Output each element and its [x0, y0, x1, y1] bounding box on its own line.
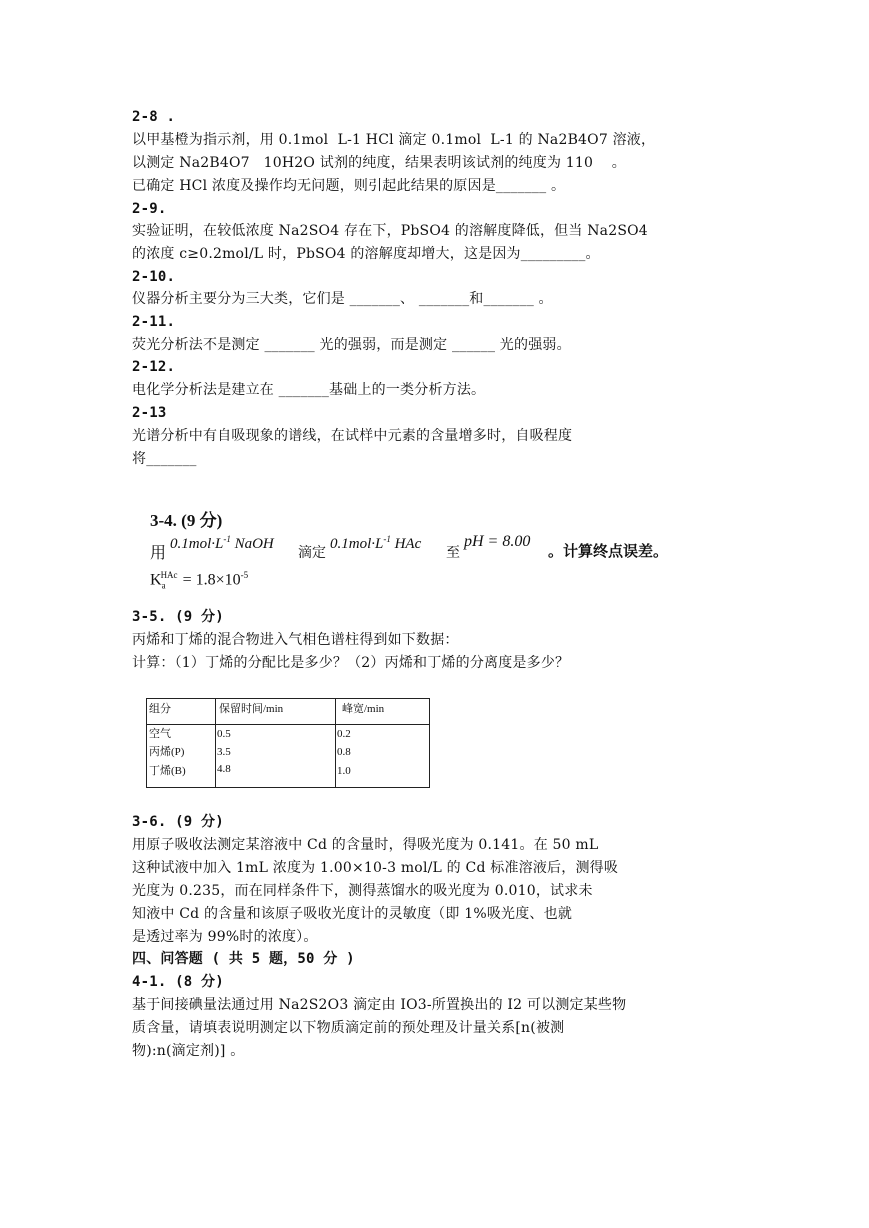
question-2-8-text-2: 以测定 Na2B4O7 10H2O 试剂的纯度，结果表明该试剂的纯度为 110 。 — [132, 155, 626, 171]
table-header: 峰宽/min — [342, 703, 385, 715]
table-cell: 空气 — [149, 728, 171, 740]
table-cell: 丙烯(P) — [149, 746, 185, 758]
question-3-4-heading: 3-4. (9 分) — [150, 511, 223, 530]
question-2-11-heading: 2-11. — [132, 314, 176, 330]
table-cell: 3.5 — [217, 746, 231, 758]
question-3-5-heading: 3-5. (9 分) — [132, 609, 224, 625]
question-4-1-heading: 4-1. (8 分) — [132, 974, 224, 990]
question-2-10-heading: 2-10. — [132, 269, 176, 285]
table-cell: 4.8 — [217, 763, 231, 775]
table-cell: 0.8 — [337, 746, 351, 758]
question-3-6-text-3: 光度为 0.235，而在同样条件下，测得蒸馏水的吸光度为 0.010，试求未 — [132, 883, 593, 899]
question-3-4-ka: $K_a^{HAc} = 1.8\times 10^{-5}$ — [150, 570, 249, 591]
table-cell: 丁烯(B) — [149, 765, 186, 777]
question-2-9-text-2: 的浓度 c≥0.2mol/L 时，PbSO4 的溶解度却增大，这是因为_________。 — [132, 246, 600, 262]
chromatography-data-table — [146, 698, 430, 788]
question-3-4-tail: 。计算终点误差。 — [548, 544, 669, 560]
question-3-6-text-5: 是透过率为 99%时的浓度）。 — [132, 929, 318, 945]
question-3-4-conc-1: $0.1mol\cdot L^{-1}$ NaOH — [170, 534, 274, 552]
table-cell: 1.0 — [337, 765, 351, 777]
question-3-5-text-1: 丙烯和丁烯的混合物进入气相色谱柱得到如下数据： — [132, 632, 459, 648]
question-2-13-text-1: 光谱分析中有自吸现象的谱线，在试样中元素的含量增多时，自吸程度 — [132, 428, 573, 444]
table-divider — [215, 699, 216, 787]
table-header: 组分 — [149, 703, 171, 715]
question-2-12-heading: 2-12. — [132, 359, 176, 375]
question-4-1-text-2: 质含量，请填表说明测定以下物质滴定前的预处理及计量关系[n(被测 — [132, 1020, 565, 1036]
question-3-6-text-2: 这种试液中加入 1mL 浓度为 1.00×10-3 mol/L 的 Cd 标准溶液后，测得吸 — [132, 860, 619, 876]
question-2-10-text: 仪器分析主要分为三大类，它们是 _______、 _______和_______ 。 — [132, 291, 553, 307]
question-2-8-heading: 2-8 . — [132, 109, 176, 125]
question-3-4-yong: 用 — [150, 545, 167, 562]
question-4-1-text-3: 物):n(滴定剂)] 。 — [132, 1043, 245, 1059]
table-divider — [335, 699, 336, 787]
question-2-9-heading: 2-9. — [132, 201, 167, 217]
question-3-4-image — [148, 500, 678, 600]
question-3-4-didng: 滴定 — [298, 546, 326, 561]
question-3-4-zhi: 至 — [446, 546, 460, 561]
question-4-1-text-1: 基于间接碘量法通过用 Na2S2O3 滴定由 IO3-所置换出的 I2 可以测定某些物 — [132, 997, 627, 1013]
question-3-6-text-1: 用原子吸收法测定某溶液中 Cd 的含量时，得吸光度为 0.141。在 50 mL — [132, 837, 599, 853]
question-3-4-ph: pH = 8.00 — [464, 533, 531, 550]
table-cell: 0.2 — [337, 728, 351, 740]
section-4-heading: 四、问答题 ( 共 5 题，50 分 ) — [132, 951, 355, 967]
question-2-13-heading: 2-13 — [132, 405, 167, 421]
question-3-6-text-4: 知液中 Cd 的含量和该原子吸收光度计的灵敏度（即 1%吸光度、也就 — [132, 906, 573, 922]
question-2-9-text-1: 实验证明，在较低浓度 Na2SO4 存在下，PbSO4 的溶解度降低，但当 Na2SO4 — [132, 223, 648, 239]
question-2-11-text: 荧光分析法不是测定 _______ 光的强弱，而是测定 ______ 光的强弱。 — [132, 337, 571, 353]
table-header: 保留时间/min — [219, 703, 284, 715]
question-2-12-text: 电化学分析法是建立在 _______基础上的一类分析方法。 — [132, 382, 486, 398]
table-divider — [147, 724, 429, 725]
question-2-13-text-2: 将_______ — [132, 451, 197, 467]
question-2-8-text-3: 已确定 HCl 浓度及操作均无问题，则引起此结果的原因是_______ 。 — [132, 178, 566, 194]
table-cell: 0.5 — [217, 728, 231, 740]
question-2-8-text-1: 以甲基橙为指示剂，用 0.1mol L-1 HCl 滴定 0.1mol L-1 的 Na2B4O7 溶液， — [132, 132, 656, 148]
question-3-5-text-2: 计算：（1）丁烯的分配比是多少？（2）丙烯和丁烯的分离度是多少？ — [132, 655, 570, 671]
question-3-6-heading: 3-6. (9 分) — [132, 814, 224, 830]
question-3-4-conc-2: $0.1mol\cdot L^{-1}$ HAc — [330, 534, 422, 552]
